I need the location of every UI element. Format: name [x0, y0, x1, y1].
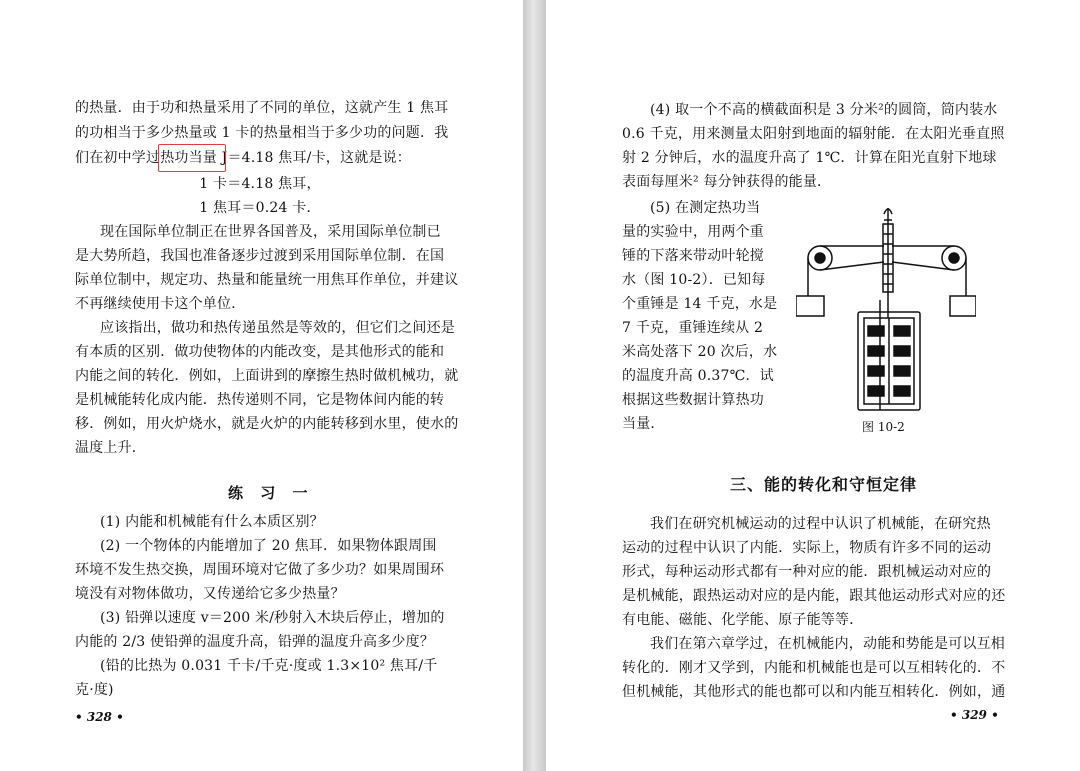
exercise-line: (5) 在测定热功当 — [650, 200, 761, 216]
text-line: 有电能、磁能、化学能、原子能等等． — [622, 612, 864, 628]
text-line: 有本质的区别．做功使物体的内能改变，是其他形式的能和 — [75, 344, 445, 360]
exercise-line: (2) 一个物体的内能增加了 20 焦耳．如果物体跟周围 — [100, 538, 437, 554]
exercise-line: 个重锤是 14 千克，水是 — [622, 296, 778, 312]
book-gutter — [523, 0, 546, 771]
exercise-line: 射 2 分钟后，水的温度升高了 1℃．计算在阳光直射下地球 — [622, 150, 997, 166]
page-number: • 329 • — [950, 708, 999, 722]
left-page — [0, 0, 523, 771]
text-line: 应该指出，做功和热传递虽然是等效的，但它们之间还是 — [100, 320, 455, 336]
exercise-line: (3) 铅弹以速度 v＝200 米/秒射入木块后停止，增加的 — [100, 610, 445, 626]
text-line: 是机械能，跟热运动对应的是内能，跟其他运动形式对应的还 — [622, 588, 1006, 604]
exercise-line: 表面每厘米² 每分钟获得的能量． — [622, 174, 832, 190]
exercise-line: 环境不发生热交换，周围环境对它做了多少功？如果周围环 — [75, 562, 445, 578]
text-line: 运动的过程中认识了内能．实际上，物质有许多不同的运动 — [622, 540, 992, 556]
equation: 1 卡＝4.18 焦耳， — [199, 176, 321, 192]
text-line: 形式，每种运动形式都有一种对应的能．跟机械运动对应的 — [622, 564, 992, 580]
exercise-title: 练 习 一 — [228, 484, 314, 502]
exercise-line: 内能的 2/3 使铅弹的温度升高，铅弹的温度升高多少度？ — [75, 634, 435, 650]
right-weight — [950, 296, 976, 316]
text-line: 转化的．刚才又学到，内能和机械能也是可以互相转化的．不 — [622, 660, 1006, 676]
text-line: 是机械能转化成内能．热传递则不同，它是物体间内能的转 — [75, 392, 445, 408]
text-line: 移．例如，用火炉烧水，就是火炉的内能转移到水里，使水的 — [75, 416, 459, 432]
exercise-line: 当量． — [622, 416, 665, 432]
joule-apparatus-figure — [796, 200, 976, 420]
page-number: • 328 • — [75, 710, 124, 724]
text-line: 是大势所趋，我国也准备逐步过渡到采用国际单位制．在国 — [75, 248, 445, 264]
text-line: 内能之间的转化．例如，上面讲到的摩擦生热时做机械功，就 — [75, 368, 459, 384]
text-line: 现在国际单位制正在世界各国普及，采用国际单位制已 — [100, 224, 441, 240]
text-line: 际单位制中，规定功、热量和能量统一用焦耳作单位，并建议 — [75, 272, 459, 288]
exercise-line: (4) 取一个不高的横截面积是 3 分米²的圆筒，筒内装水 — [650, 102, 998, 118]
right-page — [546, 0, 1080, 771]
exercise-line: (1) 内能和机械能有什么本质区别？ — [100, 514, 324, 530]
text-line: 的功相当于多少热量或 1 卡的热量相当于多少功的问题．我 — [75, 125, 449, 141]
text-line: 我们在第六章学过，在机械能内，动能和势能是可以互相 — [650, 636, 1005, 652]
exercise-line: 克·度) — [75, 682, 114, 698]
equation: 1 焦耳＝0.24 卡． — [199, 200, 321, 216]
text-line: 我们在研究机械运动的过程中认识了机械能，在研究热 — [650, 516, 991, 532]
text-line: 不再继续使用卡这个单位． — [75, 296, 246, 312]
highlight-term — [159, 145, 160, 146]
figure-caption: 图 10-2 — [862, 420, 905, 434]
text-line: 但机械能，其他形式的能也都可以和内能互相转化．例如，通 — [622, 684, 1006, 700]
exercise-line: 根据这些数据计算热功 — [622, 392, 764, 408]
exercise-line: 锤的下落来带动叶轮搅 — [622, 248, 764, 264]
left-weight — [796, 296, 824, 316]
exercise-line: 量的实验中，用两个重 — [622, 224, 764, 240]
exercise-line: 7 千克，重锤连续从 2 — [622, 320, 764, 336]
exercise-line: 的温度升高 0.37℃．试 — [622, 368, 774, 384]
text-line: 们在初中学过热功当量 J＝4.18 焦耳/卡，这就是说： — [75, 150, 412, 166]
text-line: 的热量．由于功和热量采用了不同的单位，这就产生 1 焦耳 — [75, 100, 449, 116]
exercise-line: 米高处落下 20 次后，水 — [622, 344, 778, 360]
exercise-line: 水（图 10-2）．已知每 — [622, 272, 766, 288]
exercise-line: 境没有对物体做功，又传递给它多少热量？ — [75, 586, 345, 602]
exercise-line: (铅的比热为 0.031 千卡/千克·度或 1.3×10² 焦耳/千 — [100, 658, 438, 674]
exercise-line: 0.6 千克，用来测量太阳射到地面的辐射能．在太阳光垂直照 — [622, 126, 1005, 142]
text-line: 温度上升． — [75, 440, 146, 456]
highlight-box — [158, 144, 226, 172]
section-title: 三、能的转化和守恒定律 — [730, 475, 918, 494]
